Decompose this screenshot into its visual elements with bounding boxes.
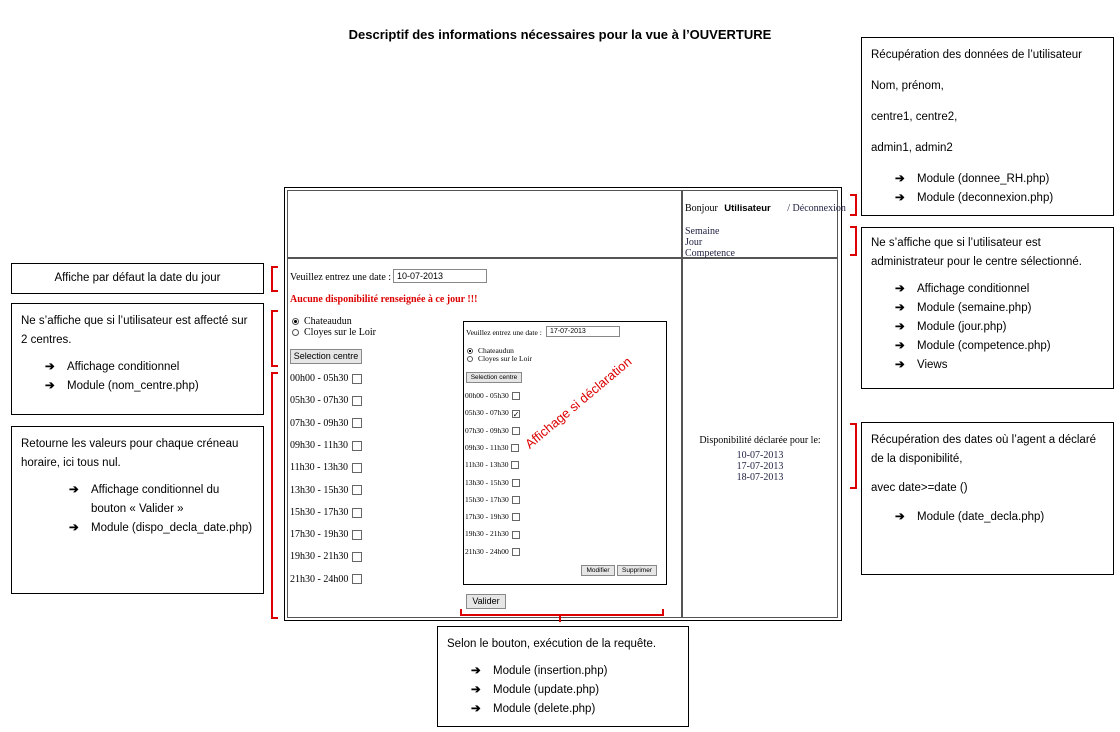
note-slot-values-text: Retourne les valeurs pour chaque créneau horaire, ici tous nul. [21,438,239,469]
delete-button[interactable]: Supprimer [617,565,657,576]
inset-slot-row [465,478,520,487]
slot-label: 07h30 - 09h30 [290,417,349,429]
slot-row [290,395,362,406]
declared-date-link[interactable]: 17-07-2013 [736,461,784,472]
slot-checkbox[interactable] [352,552,362,562]
inset-slot-row [465,529,520,538]
arrow-icon: ➔ [45,380,55,392]
arrow-item: ➔ Module (donnee_RH.php) [895,170,1104,189]
date-label: Veuillez entrez une date : [290,272,392,283]
page-title: Descriptif des informations nécessaires pour la vue à l’OUVERTURE [348,27,772,42]
inset-slot-row [465,460,519,469]
note-two-centres [11,303,264,415]
note-user-data [861,37,1114,216]
arrow-item: ➔ Affichage conditionnel du bouton « Valider » [69,481,254,519]
inset-slot-label: 13h30 - 15h30 [465,477,509,487]
note-user-data-line: centre1, centre2, [871,111,958,123]
header-right-cell [682,190,846,259]
slot-checkbox[interactable] [352,485,362,495]
admin-link-competence[interactable]: Competence [685,248,735,259]
arrow-icon: ➔ [69,484,79,496]
slot-row [290,373,362,384]
radio-icon[interactable] [292,318,299,325]
arrow-item: ➔ Module (delete.php) [471,700,679,719]
slot-row [290,529,362,540]
slot-label: 21h30 - 24h00 [290,573,349,585]
arrow-item: ➔ Affichage conditionnel [45,358,254,377]
inset-slot-label: 21h30 - 24h00 [465,546,509,556]
slot-label: 19h30 - 21h30 [290,551,349,563]
arrow-icon: ➔ [895,283,905,295]
note-user-data-line: Nom, prénom, [871,80,944,92]
inset-slot-row [465,391,520,400]
logout-link[interactable]: / Déconnexion [787,203,846,214]
inset-centre-option-0[interactable]: Chateaudun [467,346,514,355]
inset-slot-row [465,547,520,556]
inset-slot-checkbox[interactable] [512,531,520,539]
arrow-icon: ➔ [471,684,481,696]
slot-checkbox[interactable] [352,396,362,406]
bracket-user [850,194,857,216]
centre-option-0[interactable]: Chateaudun [292,316,352,327]
arrow-item: ➔ Module (jour.php) [895,318,1104,337]
arrow-icon: ➔ [895,173,905,185]
no-data-message: Aucune disponibilité renseignée à ce jour !!! [290,294,478,305]
inset-slot-label: 07h30 - 09h30 [465,425,509,435]
arrow-icon: ➔ [895,192,905,204]
slot-checkbox[interactable] [352,418,362,428]
arrow-item: ➔ Module (competence.php) [895,337,1104,356]
inset-slot-label: 17h30 - 19h30 [465,512,509,522]
note-admin-only-text: Ne s’affiche que si l’utilisateur est administrateur pour le centre sélectionné. [871,237,1082,268]
arrow-item: ➔ Module (semaine.php) [895,299,1104,318]
arrow-icon: ➔ [471,665,481,677]
slot-label: 15h30 - 17h30 [290,506,349,518]
note-declared-dates-condition: avec date>=date () [871,482,968,494]
declared-date-link[interactable]: 10-07-2013 [736,450,784,461]
arrow-icon: ➔ [895,302,905,314]
mockup-frame [284,187,846,621]
arrow-item: ➔ Module (date_decla.php) [895,508,1104,527]
inset-slot-label: 19h30 - 21h30 [465,529,509,539]
inset-slot-row [465,495,520,504]
note-request-items [447,662,679,719]
date-input[interactable]: 10-07-2013 [393,269,487,283]
admin-link-semaine[interactable]: Semaine [685,226,720,237]
note-two-centres-items [21,358,254,396]
slot-checkbox[interactable] [352,574,362,584]
slot-checkbox[interactable] [352,508,362,518]
arrow-icon: ➔ [895,340,905,352]
inset-slot-checkbox[interactable] [512,392,520,400]
arrow-item: ➔ Module (deconnexion.php) [895,189,1104,208]
inset-slot-checkbox[interactable] [511,461,519,469]
inset-slot-checkbox[interactable] [512,496,520,504]
declaration-inset [463,321,667,585]
arrow-icon: ➔ [895,511,905,523]
note-user-data-line: Récupération des données de l’utilisateur [871,49,1082,61]
inset-slot-label: 00h00 - 05h30 [465,391,509,400]
note-declared-dates [861,422,1114,575]
slot-row [290,507,362,518]
inset-annotation: Affichage si déclaration [522,353,635,452]
note-user-data-line: admin1, admin2 [871,142,953,154]
slot-checkbox[interactable] [352,463,362,473]
admin-link-jour[interactable]: Jour [685,237,703,248]
inset-slot-row [465,443,519,452]
inset-date-input[interactable]: 17-07-2013 [546,326,620,337]
inset-slot-label: 09h30 - 11h30 [465,442,509,452]
inset-centre-option-1[interactable]: Cloyes sur le Loir [467,354,532,363]
inset-slot-checkbox[interactable] [512,410,520,418]
inset-slot-checkbox[interactable] [512,427,520,435]
note-request [437,626,689,727]
arrow-icon: ➔ [895,321,905,333]
slot-checkbox[interactable] [352,374,362,384]
slot-label: 11h30 - 13h30 [290,462,348,474]
slot-label: 05h30 - 07h30 [290,395,349,407]
inset-slot-checkbox[interactable] [511,444,519,452]
centre-option-1[interactable]: Cloyes sur le Loir [292,327,376,338]
inset-date-label: Veuillez entrez une date : [466,328,542,337]
admin-links [685,226,735,259]
inset-slot-label: 11h30 - 13h30 [465,460,509,470]
arrow-icon: ➔ [45,361,55,373]
declared-dates [683,450,837,483]
slot-row [290,418,362,429]
slot-row [290,462,362,473]
slot-label: 09h30 - 11h30 [290,439,348,451]
note-admin-only [861,227,1114,389]
slot-label: 00h00 - 05h30 [290,373,349,384]
arrow-icon: ➔ [471,703,481,715]
bracket-buttons-tick [559,614,561,622]
inset-slot-checkbox[interactable] [512,548,520,556]
bracket-centres [271,310,278,367]
slot-label: 13h30 - 15h30 [290,484,349,496]
arrow-item: ➔ Module (nom_centre.php) [45,377,254,396]
header-left-cell [287,190,682,258]
inset-slot-row [465,426,520,435]
note-slot-values-items [21,481,254,538]
inset-slot-row [465,512,520,521]
note-declared-dates-items [871,508,1104,527]
select-centre-button[interactable]: Selection centre [290,349,362,364]
note-date-default: Affiche par défaut la date du jour [11,263,264,294]
slot-checkbox[interactable] [352,530,362,540]
bracket-admin [850,226,857,256]
bracket-date [271,266,278,292]
validate-button[interactable]: Valider [466,594,506,609]
arrow-item: ➔ Module (insertion.php) [471,662,679,681]
inset-slot-checkbox[interactable] [512,479,520,487]
modify-button[interactable]: Modifier [581,565,615,576]
slot-row [290,551,362,562]
slot-row [290,485,362,496]
note-user-data-items [871,170,1104,208]
declared-label: Disponibilité déclarée pour le: [699,435,821,446]
bracket-dates [850,423,857,489]
radio-icon[interactable] [292,329,299,336]
note-two-centres-text: Ne s’affiche que si l’utilisateur est affecté sur 2 centres. [21,315,248,346]
bracket-buttons [460,609,664,616]
radio-icon[interactable] [467,356,473,362]
arrow-icon: ➔ [895,359,905,371]
slot-row [290,574,362,585]
slot-label: 17h30 - 19h30 [290,529,349,541]
main-right-cell [682,258,838,618]
main-left-cell [287,258,682,618]
inset-slot-row [465,408,520,417]
inset-select-centre-button[interactable]: Selection centre [466,372,522,383]
note-admin-only-items [871,280,1104,375]
arrow-item: ➔ Affichage conditionnel [895,280,1104,299]
user-name: Utilisateur [724,203,771,214]
arrow-icon: ➔ [69,522,79,534]
inset-slot-label: 05h30 - 07h30 [465,408,509,418]
declared-date-link[interactable]: 18-07-2013 [736,472,784,483]
arrow-item: ➔ Module (update.php) [471,681,679,700]
bracket-slots [271,372,278,619]
greeting: Bonjour [685,203,718,214]
inset-slot-checkbox[interactable] [512,513,520,521]
arrow-item: ➔ Views [895,356,1104,375]
note-declared-dates-text: Récupération des dates où l’agent a déclaré de la disponibilité, [871,434,1097,465]
note-slot-values [11,426,264,594]
arrow-item: ➔ Module (dispo_decla_date.php) [69,519,254,538]
slot-checkbox[interactable] [352,441,362,451]
inset-slot-label: 15h30 - 17h30 [465,494,509,504]
note-request-text: Selon le bouton, exécution de la requête. [447,638,657,650]
slot-row [290,440,362,451]
